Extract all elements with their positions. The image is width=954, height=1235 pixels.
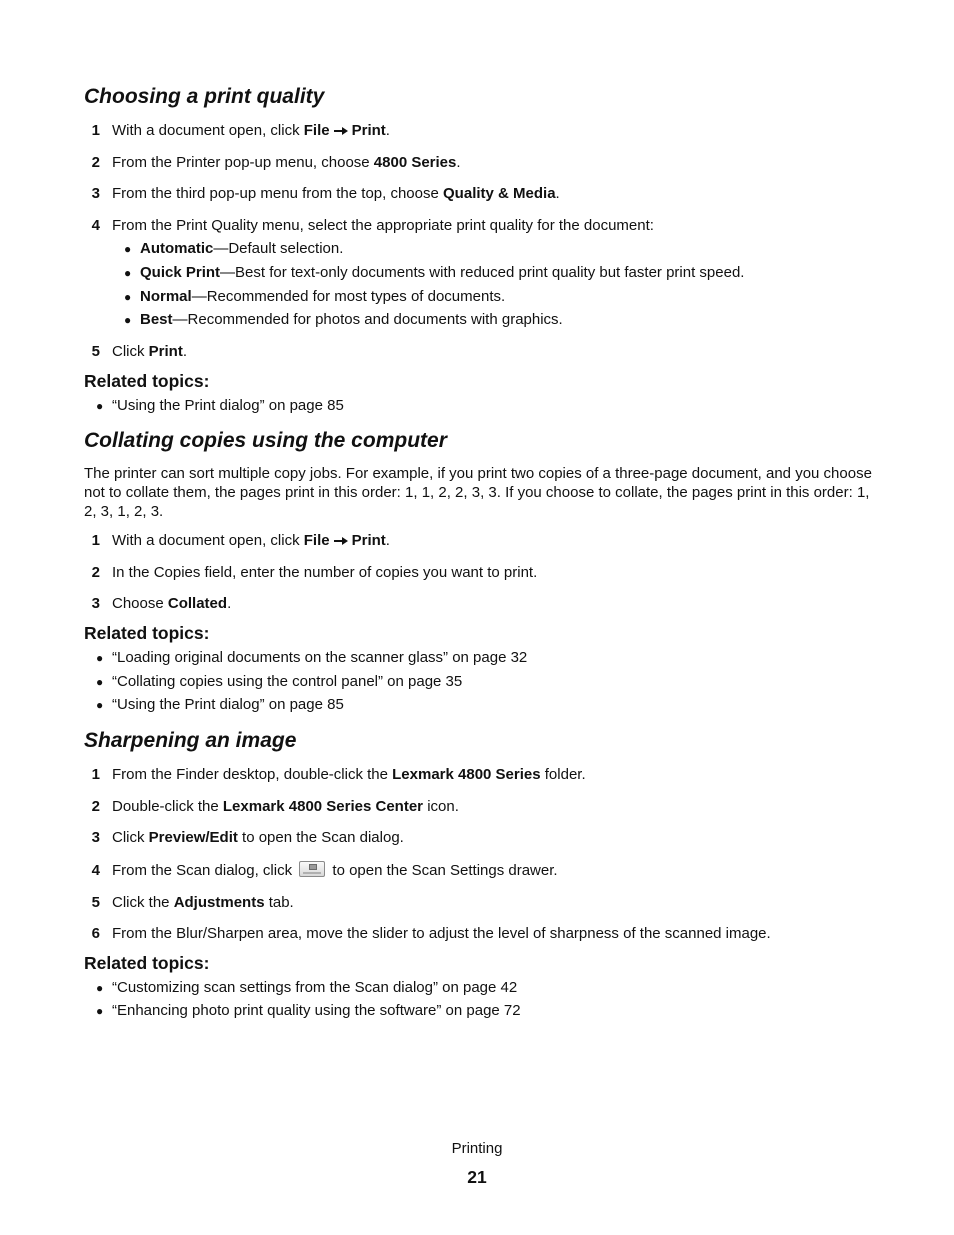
related-link[interactable]: “Collating copies using the control panel” on page 35 xyxy=(112,673,463,690)
step-number: 1 xyxy=(91,766,100,783)
quality-option: Best—Recommended for photos and documents with graphics. xyxy=(140,311,563,328)
step-text: Click Print. xyxy=(112,343,188,360)
related-topics-heading: Related topics: xyxy=(84,623,210,643)
step-text: Choose Collated. xyxy=(112,595,232,612)
related-topics-heading: Related topics: xyxy=(84,953,210,973)
related-link[interactable]: “Enhancing photo print quality using the software” on page 72 xyxy=(112,1002,521,1019)
bullet: ● xyxy=(124,290,132,304)
section-title-sharpening: Sharpening an image xyxy=(84,729,297,752)
intro-paragraph: The printer can sort multiple copy jobs. For example, if you print two copies of a three-page document, and you choose not to collate them, the pages print in this order: 1, 1, 2, 2, 3, 3. If you choose to collate, the pages print in this order: 1, 2, 3, 1, 2, 3. xyxy=(84,465,872,520)
quality-option: Quick Print—Best for text-only documents with reduced print quality but faster print speed. xyxy=(140,264,745,281)
bullet: ● xyxy=(124,266,132,280)
related-link[interactable]: “Customizing scan settings from the Scan dialog” on page 42 xyxy=(112,979,518,996)
scan-settings-icon xyxy=(299,861,325,877)
footer-chapter-label: Printing xyxy=(451,1140,503,1157)
arrow-right-icon xyxy=(334,126,348,136)
step-number: 5 xyxy=(91,343,100,360)
step-text: With a document open, click File Print. xyxy=(112,532,390,549)
step-text: From the Printer pop-up menu, choose 4800 Series. xyxy=(112,154,461,171)
bullet: ● xyxy=(96,399,104,413)
step-number: 2 xyxy=(91,798,100,815)
step-text: From the Finder desktop, double-click the Lexmark 4800 Series folder. xyxy=(112,766,586,783)
bullet: ● xyxy=(96,698,104,712)
arrow-right-icon xyxy=(334,536,348,546)
step-text: From the Blur/Sharpen area, move the slider to adjust the level of sharpness of the scanned image. xyxy=(112,925,771,942)
step-number: 3 xyxy=(91,185,100,202)
step-text: From the Scan dialog, click to open the Scan Settings drawer. xyxy=(112,862,558,879)
section-title-print-quality: Choosing a print quality xyxy=(84,85,325,108)
bullet: ● xyxy=(124,242,132,256)
step-number: 3 xyxy=(91,595,100,612)
related-link[interactable]: “Using the Print dialog” on page 85 xyxy=(112,397,344,414)
step-number: 3 xyxy=(91,829,100,846)
step-text: From the third pop-up menu from the top, choose Quality & Media. xyxy=(112,185,560,202)
step-text: Click Preview/Edit to open the Scan dialog. xyxy=(112,829,404,846)
related-topics-heading: Related topics: xyxy=(84,371,210,391)
menu-print: Print xyxy=(351,122,386,139)
step-number: 1 xyxy=(91,532,100,549)
page-number: 21 xyxy=(467,1167,487,1187)
bullet: ● xyxy=(96,1004,104,1018)
quality-option: Normal—Recommended for most types of documents. xyxy=(140,288,506,305)
step-number: 4 xyxy=(91,862,100,879)
step-number: 4 xyxy=(91,217,100,234)
step-text: With a document open, click File Print. xyxy=(112,122,390,139)
related-link[interactable]: “Using the Print dialog” on page 85 xyxy=(112,696,344,713)
step-text: Double-click the Lexmark 4800 Series Center icon. xyxy=(112,798,459,815)
step-number: 5 xyxy=(91,894,100,911)
step-text: Click the Adjustments tab. xyxy=(112,894,294,911)
section-title-collating: Collating copies using the computer xyxy=(84,429,447,452)
step-number: 2 xyxy=(91,154,100,171)
menu-file: File xyxy=(303,122,330,139)
step-number: 2 xyxy=(91,564,100,581)
bullet: ● xyxy=(96,675,104,689)
quality-option: Automatic—Default selection. xyxy=(140,240,344,257)
related-link[interactable]: “Loading original documents on the scanner glass” on page 32 xyxy=(112,649,528,666)
bullet: ● xyxy=(124,313,132,327)
step-text: In the Copies field, enter the number of copies you want to print. xyxy=(112,564,538,581)
step-number: 6 xyxy=(91,925,100,942)
bullet: ● xyxy=(96,981,104,995)
bullet: ● xyxy=(96,651,104,665)
step-text: From the Print Quality menu, select the appropriate print quality for the document: xyxy=(112,217,654,234)
step-number: 1 xyxy=(91,122,100,139)
